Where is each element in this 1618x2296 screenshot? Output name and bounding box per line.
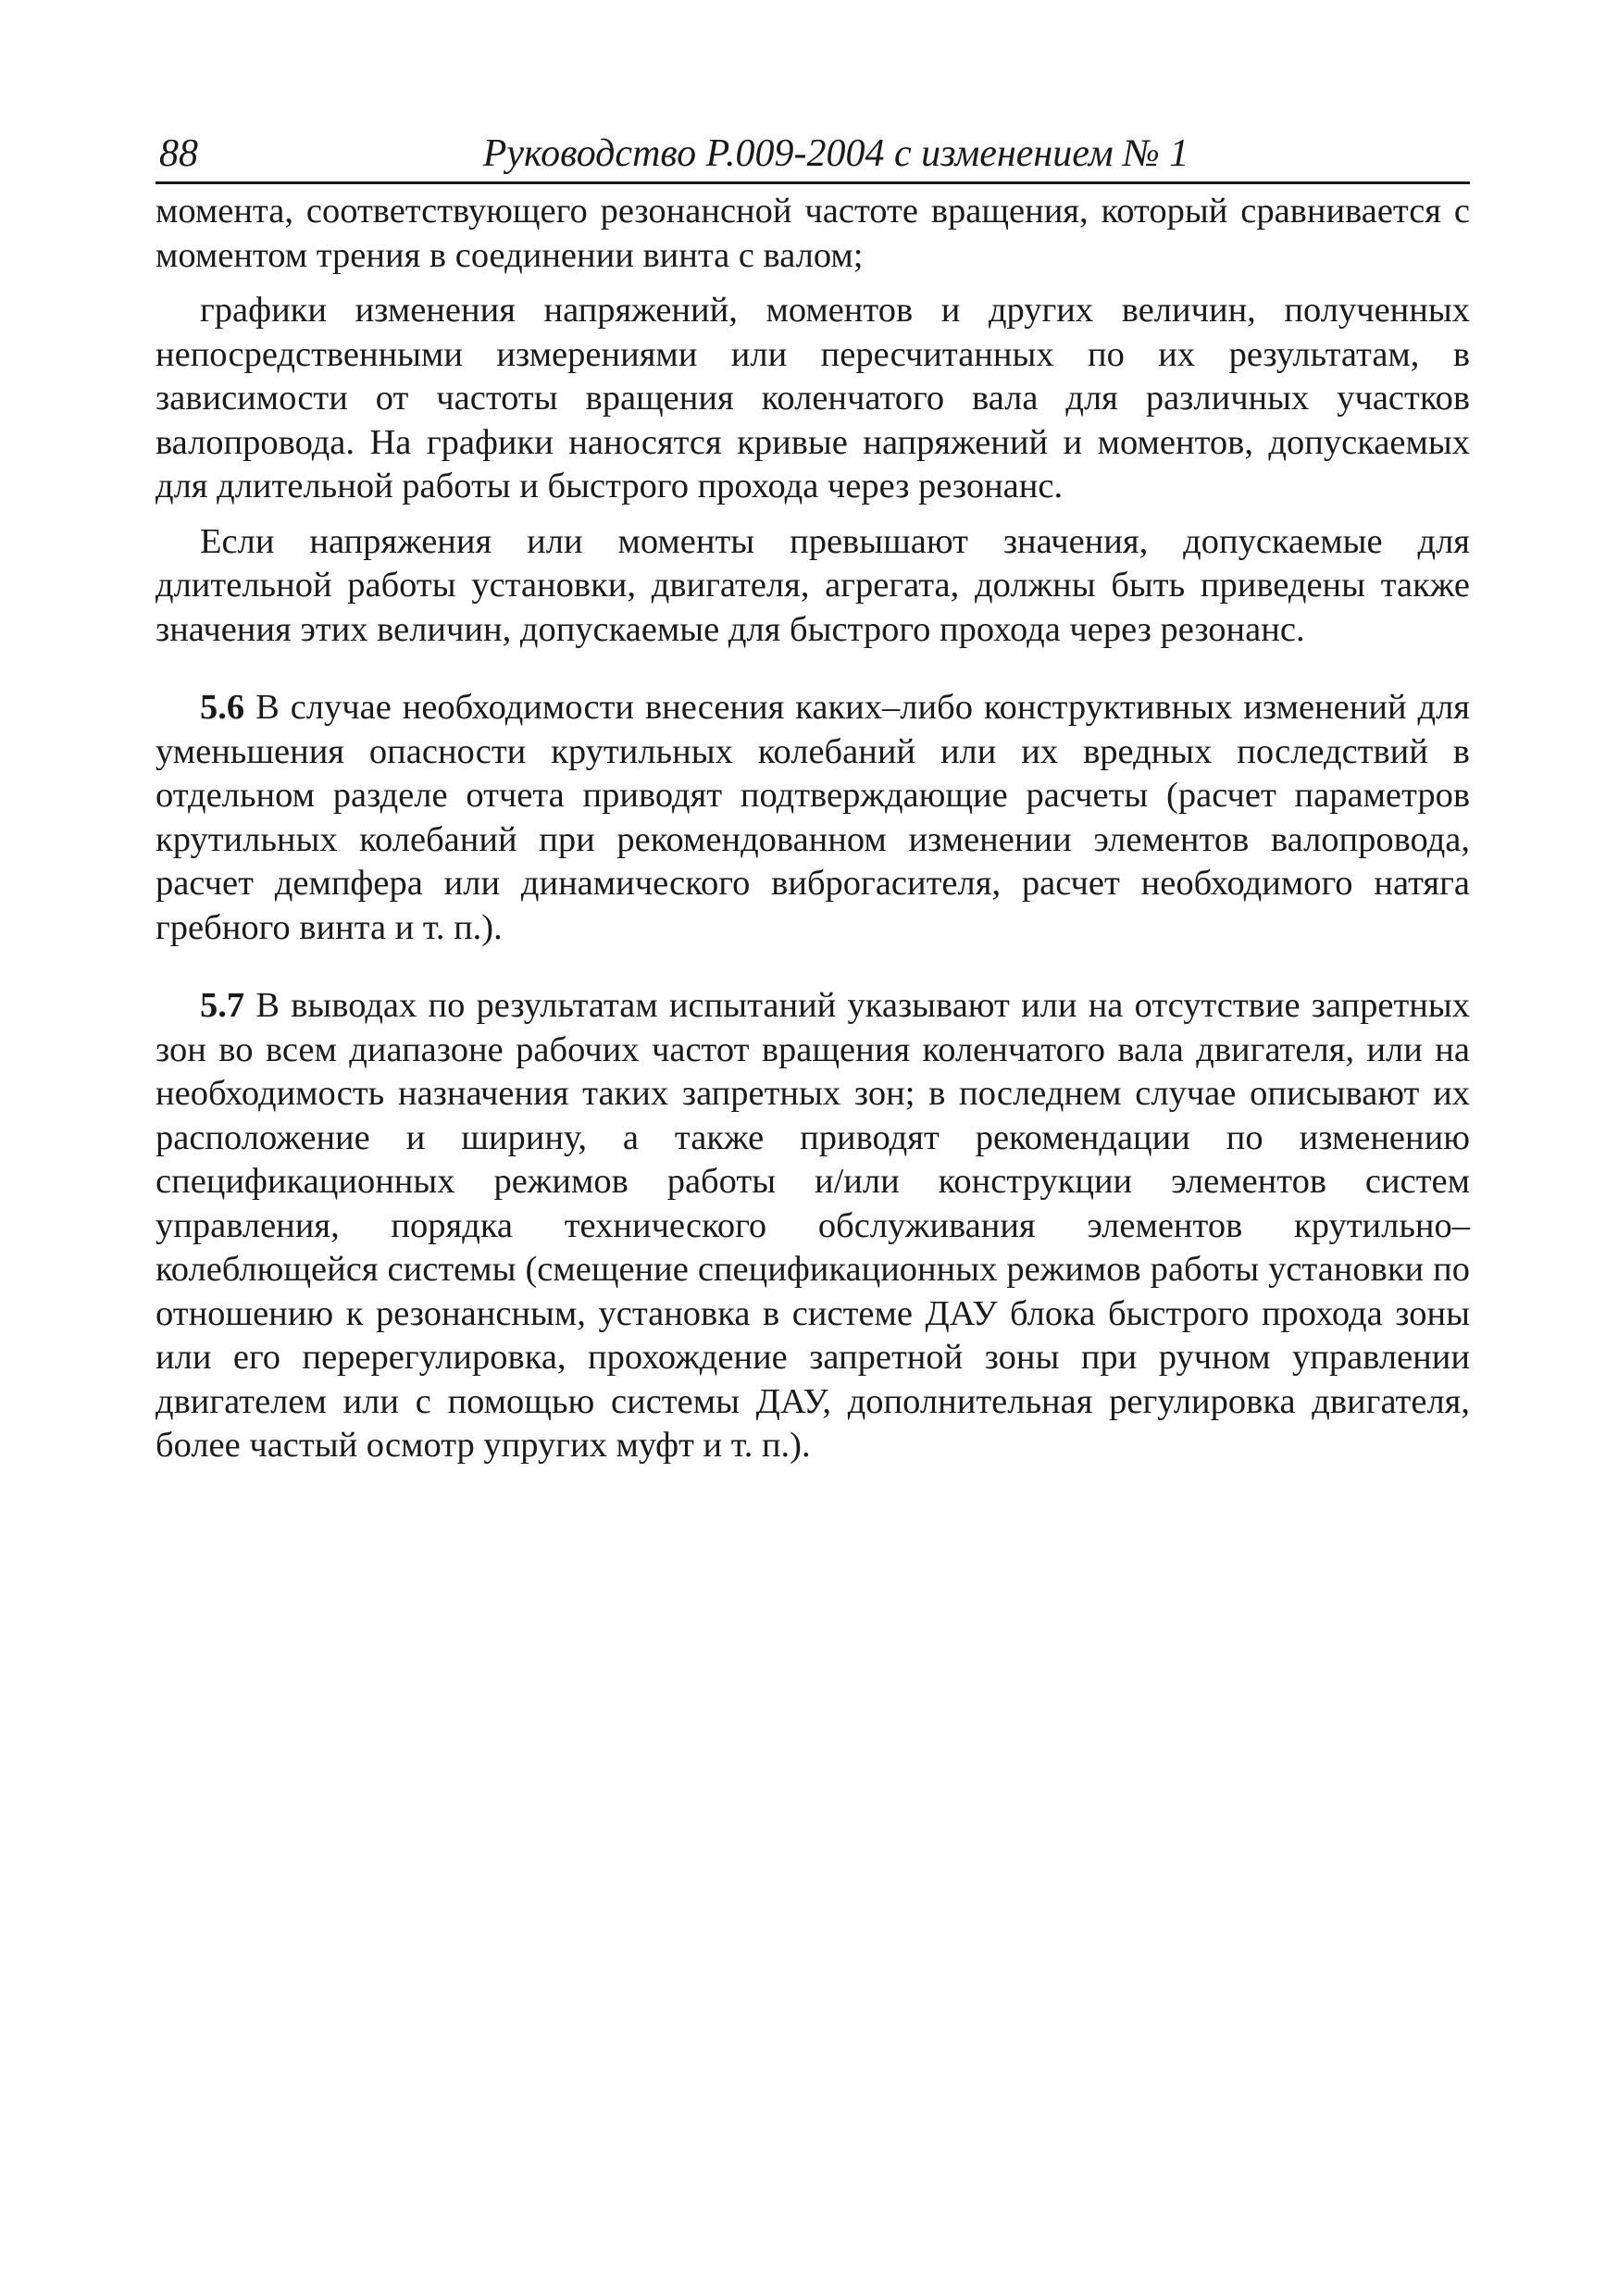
section-number-5-7: 5.7 xyxy=(200,986,245,1025)
document-page xyxy=(156,130,1470,1468)
running-title: Руководство Р.009-2004 с изменением № 1 xyxy=(482,132,1189,175)
page-header xyxy=(156,130,1470,184)
section-5-7 xyxy=(156,984,1470,1468)
section-5-6-text: В случае необходимости внесения каких–либо конструктивных изменений для уменьшения опасности крутильных колебаний или их вредных последствий в отдельном разделе отчета приводят подтверждающие расчеты (расчет параметров крутильных колебаний при рекомендованном изменении элементов валопровода, расчет демпфера или динамического виброгасителя, расчет необходимого натяга гребного винта и т. п.). xyxy=(156,688,1471,947)
section-number-5-6: 5.6 xyxy=(200,688,245,727)
page-number: 88 xyxy=(159,132,198,175)
paragraph-graphs: графики изменения напряжений, моментов и других величин, полученных непосредственными измерениями или пересчитанных по их результатам, в зависимости от частоты вращения коленчатого вала для различных участков валопровода. На графики наносятся кривые напряжений и моментов, допускаемых для длительной работы и быстрого прохода через резонанс. xyxy=(156,291,1470,505)
paragraph-continuation: момента, соответствующего резонансной частоте вращения, который сравнивается с моментом трения в соединении винта с валом; xyxy=(156,192,1470,275)
document-body xyxy=(156,190,1470,1468)
section-5-6 xyxy=(156,686,1470,950)
paragraph-limits: Если напряжения или моменты превышают значения, допускаемые для длительной работы установки, двигателя, агрегата, должны быть приведены также значения этих величин, допускаемые для быстрого прохода через резонанс. xyxy=(156,521,1470,649)
section-5-7-text: В выводах по результатам испытаний указывают или на отсутствие запретных зон во всем диапазоне рабочих частот вращения коленчатого вала двигателя, или на необходимость назначения таких запретных зон; в последнем случае описывают их расположение и ширину, а также приводят рекомендации по изменению спецификационных режимов работы и/или конструкции элементов систем управления, порядка технического обслуживания элементов крутильно–колеблющейся системы (смещение спецификационных режимов работы установки по отношению к резонансным, установка в системе ДАУ блока быстрого прохода зоны или его перерегулировка, прохождение запретной зоны при ручном управлении двигателем или с помощью системы ДАУ, дополнительная регулировка двигателя, более частый осмотр упругих муфт и т. п.). xyxy=(156,986,1471,1465)
